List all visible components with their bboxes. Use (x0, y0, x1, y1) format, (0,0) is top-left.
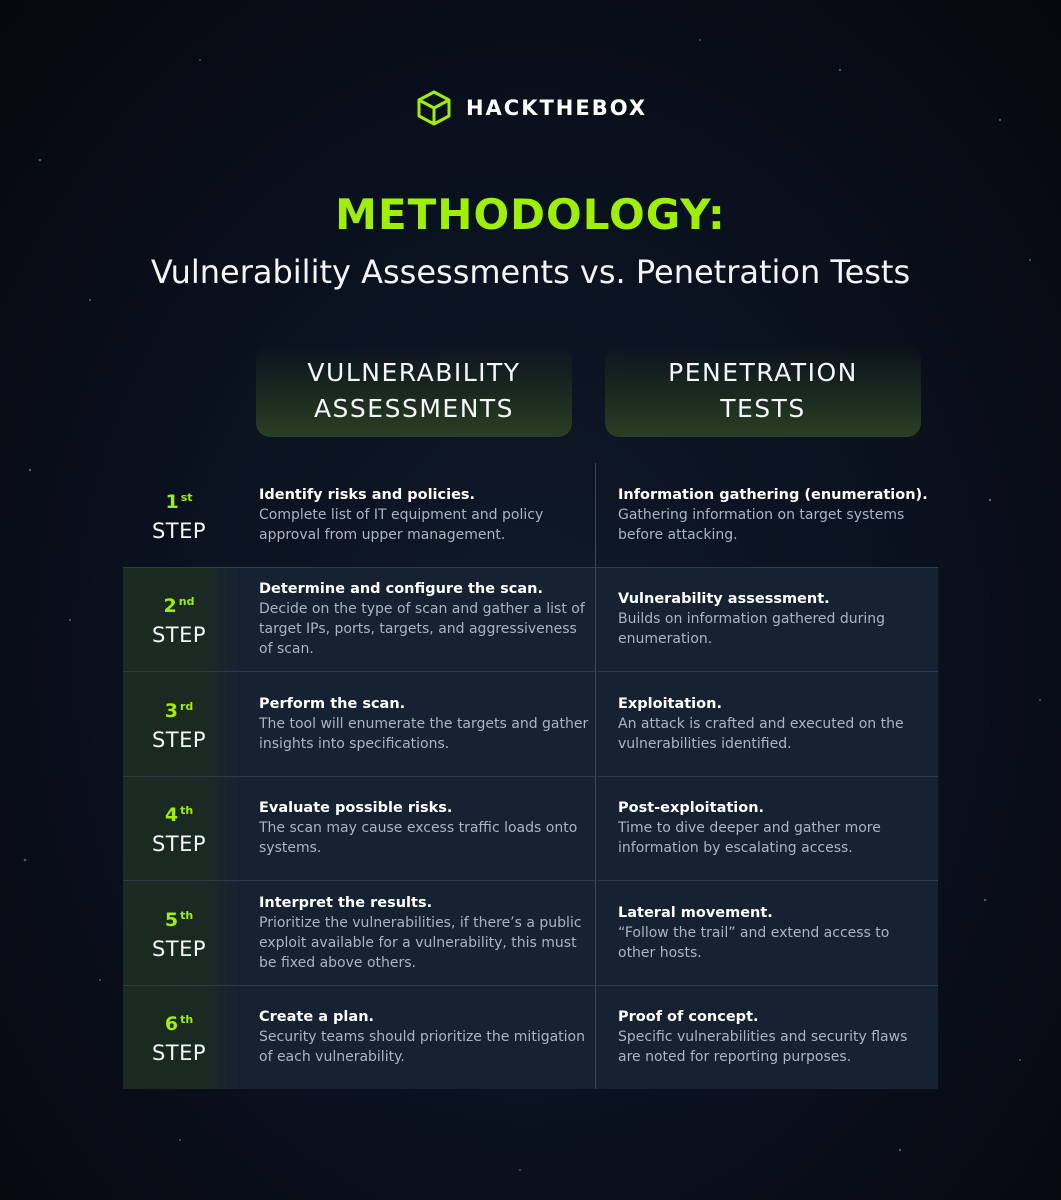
step-word: STEP (151, 518, 207, 543)
column-divider (595, 672, 596, 776)
pt-description: Time to dive deeper and gather more information by escalating access. (618, 820, 881, 857)
va-cell (259, 568, 589, 672)
va-title: Interpret the results. (259, 894, 433, 911)
brand-name: HACKTHEBOX (465, 96, 648, 120)
column-header-vulnerability-assessments (256, 345, 572, 437)
pt-cell (618, 986, 928, 1090)
pt-cell (618, 463, 928, 567)
pt-title: Vulnerability assessment. (618, 591, 830, 608)
pt-title: Proof of concept. (618, 1009, 759, 1026)
column-header-line: ASSESSMENTS (313, 394, 515, 423)
pt-description: Specific vulnerabilities and security flaws are noted for reporting purposes. (618, 1029, 908, 1066)
va-title: Create a plan. (259, 1009, 375, 1026)
page-subtitle: Vulnerability Assessments vs. Penetration Tests (150, 253, 911, 291)
cube-icon (414, 88, 454, 128)
va-description: Security teams should prioritize the mitigation of each vulnerability. (259, 1029, 585, 1066)
table-row (123, 567, 938, 672)
step-label (123, 463, 235, 567)
step-label (123, 986, 235, 1090)
pt-description: Builds on information gathered during enumeration. (618, 611, 886, 648)
step-suffix: rd (179, 699, 194, 713)
table-row (123, 463, 938, 567)
table-row (123, 985, 938, 1090)
pt-title: Lateral movement. (618, 904, 773, 921)
va-description: Prioritize the vulnerabilities, if there’s a public exploit available for a vulnerability, this must be fixed above others. (259, 914, 582, 971)
step-suffix: th (180, 1013, 194, 1027)
pt-cell (618, 568, 928, 672)
step-label (123, 777, 235, 881)
va-title: Evaluate possible risks. (259, 800, 453, 817)
step-word: STEP (151, 832, 207, 857)
step-word: STEP (151, 1041, 207, 1066)
pt-description: An attack is crafted and executed on the vulnerabilities identified. (618, 715, 904, 752)
table-row (123, 880, 938, 985)
step-number: 6 (164, 1013, 179, 1036)
pt-cell (618, 881, 928, 985)
step-number: 4 (164, 804, 179, 827)
va-title: Identify risks and policies. (259, 486, 476, 503)
va-cell (259, 881, 589, 985)
step-number: 5 (164, 908, 179, 931)
va-cell (259, 672, 589, 776)
column-divider (595, 568, 596, 672)
column-divider (595, 986, 596, 1090)
step-word: STEP (151, 727, 207, 752)
step-word: STEP (151, 623, 207, 648)
step-number: 1 (165, 490, 179, 513)
step-suffix: th (180, 908, 194, 922)
pt-description: Gathering information on target systems before attacking. (618, 506, 905, 543)
table-row (123, 776, 938, 881)
step-word: STEP (151, 936, 207, 961)
va-description: Complete list of IT equipment and policy approval from upper management. (259, 506, 544, 543)
column-header-line: PENETRATION (668, 358, 858, 387)
column-divider (595, 881, 596, 985)
column-header-penetration-tests (605, 345, 921, 437)
pt-cell (618, 777, 928, 881)
pt-title: Post-exploitation. (618, 800, 765, 817)
pt-title: Exploitation. (618, 695, 722, 712)
step-suffix: st (180, 490, 193, 504)
step-suffix: nd (178, 595, 195, 609)
column-divider (595, 463, 596, 567)
page-title: METHODOLOGY: (335, 190, 726, 239)
column-header-line: TESTS (720, 394, 806, 423)
methodology-table (123, 463, 938, 1089)
va-cell (259, 777, 589, 881)
column-header-line: VULNERABILITY (307, 358, 521, 387)
step-label (123, 672, 235, 776)
step-label (123, 568, 235, 672)
va-description: Decide on the type of scan and gather a list of target IPs, ports, targets, and aggressiveness of scan. (259, 601, 585, 658)
pt-description: “Follow the trail” and extend access to other hosts. (618, 924, 890, 961)
va-description: The scan may cause excess traffic loads onto systems. (259, 820, 578, 857)
brand (0, 88, 1061, 128)
table-row (123, 671, 938, 776)
column-divider (595, 777, 596, 881)
va-title: Perform the scan. (259, 695, 406, 712)
va-title: Determine and configure the scan. (259, 581, 543, 598)
pt-cell (618, 672, 928, 776)
va-cell (259, 463, 589, 567)
step-label (123, 881, 235, 985)
step-number: 2 (163, 595, 177, 618)
va-description: The tool will enumerate the targets and gather insights into specifications. (259, 715, 589, 752)
step-suffix: th (180, 804, 194, 818)
pt-title: Information gathering (enumeration). (618, 486, 928, 503)
step-number: 3 (164, 699, 178, 722)
va-cell (259, 986, 589, 1090)
